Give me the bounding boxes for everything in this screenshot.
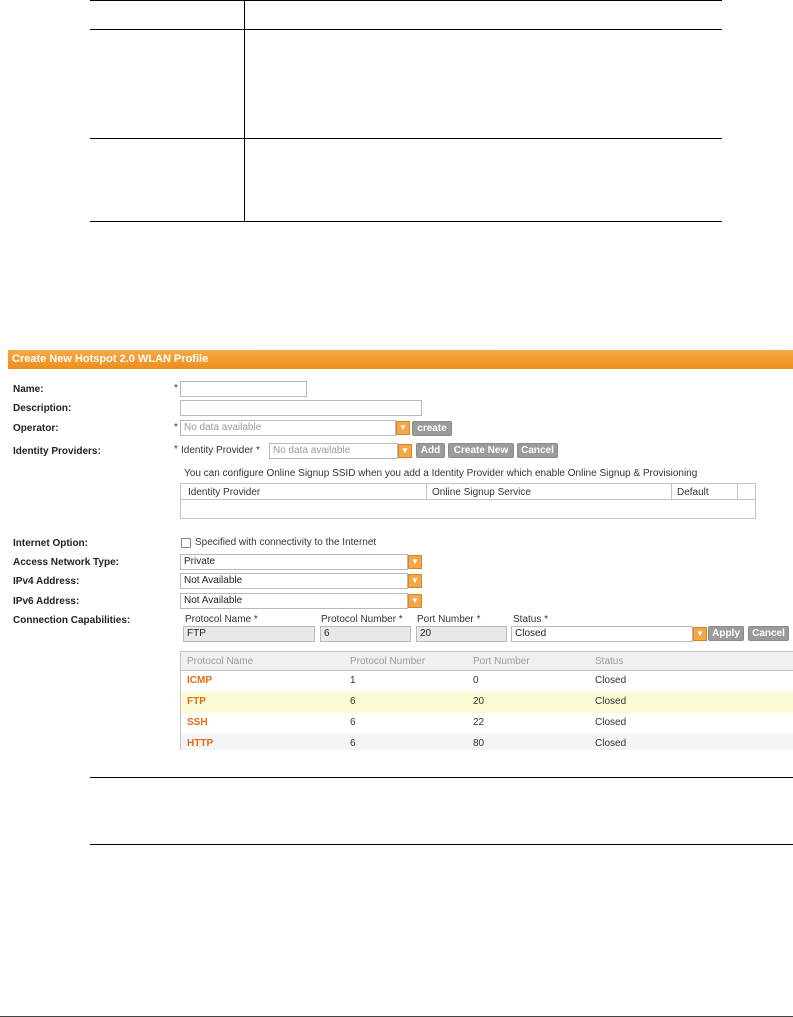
name-input[interactable] xyxy=(180,381,307,397)
protocol-number-input[interactable]: 6 xyxy=(320,626,411,642)
checkbox-icon[interactable] xyxy=(181,538,191,548)
port-number-cell: 20 xyxy=(473,696,485,707)
chevron-down-icon[interactable]: ▼ xyxy=(408,555,422,569)
ipv6-address-select[interactable]: Not Available xyxy=(180,593,408,609)
protocol-name-cell[interactable]: SSH xyxy=(187,717,208,728)
protocol-name-label: Protocol Name * xyxy=(185,614,258,625)
description-label: Description: xyxy=(13,403,72,414)
protocol-name-input[interactable]: FTP xyxy=(183,626,315,642)
table-rule xyxy=(90,29,722,30)
table-row[interactable] xyxy=(181,671,793,692)
port-number-input[interactable]: 20 xyxy=(416,626,507,642)
table-row[interactable] xyxy=(181,734,793,750)
identity-provider-create-new-button[interactable]: Create New xyxy=(448,443,514,458)
column-header: Protocol Name xyxy=(187,656,254,667)
column-divider xyxy=(426,484,427,500)
ipv6-address-label: IPv6 Address: xyxy=(13,596,80,607)
internet-option-checkbox-label: Specified with connectivity to the Internet xyxy=(195,537,377,548)
chevron-down-icon[interactable]: ▼ xyxy=(408,594,422,608)
identity-provider-table xyxy=(180,483,756,519)
protocol-number-cell: 6 xyxy=(350,717,356,728)
identity-provider-placeholder: No data available xyxy=(273,445,351,456)
protocol-number-cell: 6 xyxy=(350,696,356,707)
internet-option-label: Internet Option: xyxy=(13,538,88,549)
status-cell: Closed xyxy=(595,675,627,686)
chevron-down-icon[interactable]: ▼ xyxy=(398,444,412,458)
protocol-table xyxy=(180,651,793,750)
operator-create-button[interactable]: create xyxy=(412,421,452,436)
protocol-number-label: Protocol Number * xyxy=(321,614,403,625)
chevron-down-icon[interactable]: ▼ xyxy=(396,421,410,435)
status-cell: Closed xyxy=(595,738,627,749)
connection-capabilities-label: Connection Capabilities: xyxy=(13,615,131,626)
table-divider xyxy=(244,0,245,222)
hotspot-profile-form xyxy=(8,350,793,750)
access-network-type-label: Access Network Type: xyxy=(13,557,119,568)
table-rule xyxy=(90,138,722,139)
protocol-name-cell[interactable]: ICMP xyxy=(187,675,212,686)
apply-button[interactable]: Apply xyxy=(708,626,744,641)
table-rule xyxy=(90,0,722,1)
column-divider xyxy=(671,484,672,500)
port-number-label: Port Number * xyxy=(417,614,481,625)
required-mark: * xyxy=(174,383,178,394)
operator-select[interactable] xyxy=(180,420,396,436)
required-mark: * xyxy=(174,422,178,433)
chevron-down-icon[interactable]: ▼ xyxy=(693,627,707,641)
table-row[interactable] xyxy=(181,713,793,734)
protocol-name-cell[interactable]: FTP xyxy=(187,696,206,707)
identity-providers-label: Identity Providers: xyxy=(13,446,101,457)
table-rule xyxy=(90,221,722,222)
chevron-down-icon[interactable]: ▼ xyxy=(408,574,422,588)
identity-provider-select[interactable] xyxy=(269,443,398,459)
column-header: Status xyxy=(595,656,624,667)
access-network-type-select[interactable]: Private xyxy=(180,554,408,570)
ipv4-address-label: IPv4 Address: xyxy=(13,576,80,587)
column-header: Identity Provider xyxy=(188,487,261,498)
protocol-name-cell[interactable]: HTTP xyxy=(187,738,214,749)
identity-provider-cancel-button[interactable]: Cancel xyxy=(517,443,558,458)
note-rule-bottom xyxy=(90,844,793,845)
protocol-number-cell: 6 xyxy=(350,738,356,749)
form-title: Create New Hotspot 2.0 WLAN Profile xyxy=(8,350,793,369)
operator-label: Operator: xyxy=(13,423,59,434)
table-row[interactable] xyxy=(181,692,793,713)
column-header: Default xyxy=(677,487,709,498)
status-cell: Closed xyxy=(595,696,627,707)
status-label: Status * xyxy=(513,614,549,625)
note-rule-top xyxy=(90,777,793,778)
column-header: Online Signup Service xyxy=(432,487,531,498)
name-label: Name: xyxy=(13,384,44,395)
column-divider xyxy=(737,484,738,500)
required-mark: * xyxy=(174,444,178,455)
status-cell: Closed xyxy=(595,717,627,728)
identity-provider-note: You can configure Online Signup SSID when you add a Identity Provider which enable Online Signup & Provisioning xyxy=(184,468,698,479)
identity-provider-add-button[interactable]: Add xyxy=(416,443,445,458)
port-number-cell: 22 xyxy=(473,717,485,728)
protocol-number-cell: 1 xyxy=(350,675,356,686)
port-number-cell: 80 xyxy=(473,738,485,749)
identity-provider-label: Identity Provider * xyxy=(181,445,260,456)
column-header: Port Number xyxy=(473,656,530,667)
column-header: Protocol Number xyxy=(350,656,426,667)
status-select[interactable]: Closed xyxy=(511,626,693,642)
connection-cancel-button[interactable]: Cancel xyxy=(748,626,789,641)
ipv4-address-select[interactable]: Not Available xyxy=(180,573,408,589)
port-number-cell: 0 xyxy=(473,675,479,686)
operator-placeholder: No data available xyxy=(184,422,262,433)
description-input[interactable] xyxy=(180,400,422,416)
